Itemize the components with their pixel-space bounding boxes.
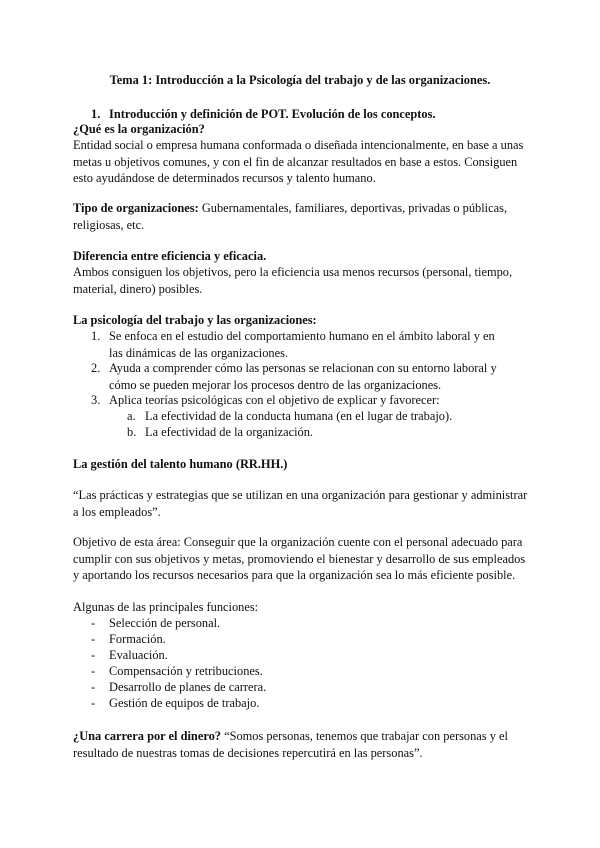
career-paragraph (73, 728, 533, 761)
section-heading: Introducción y definición de POT. Evolución de los conceptos. (109, 107, 436, 121)
function-item: Gestión de equipos de trabajo. (109, 696, 260, 710)
bullet-dash: - (91, 632, 96, 646)
organization-heading: ¿Qué es la organización? (73, 122, 205, 136)
document-title: Tema 1: Introducción a la Psicología del trabajo y de las organizaciones. (109, 73, 491, 87)
psychology-item: Se enfoca en el estudio del comportamiento humano en el ámbito laboral y en las dinámicas de las organizaciones. (109, 329, 495, 360)
psychology-subitem-letter: a. (127, 409, 136, 423)
bullet-dash: - (91, 680, 96, 694)
difference-body: Ambos consiguen los objetivos, pero la eficiencia usa menos recursos (personal, tiempo, material, dinero) posibles. (73, 265, 513, 296)
career-quote: “Somos personas, tenemos que trabajar con personas y el resultado de nuestras tomas de decisiones repercutirá en las personas”. (73, 729, 508, 760)
function-item: Compensación y retribuciones. (109, 664, 263, 678)
bullet-dash: - (91, 696, 96, 710)
talent-heading: La gestión del talento humano (RR.HH.) (73, 457, 288, 471)
bullet-dash: - (91, 648, 96, 662)
psychology-item-number: 1. (91, 329, 101, 343)
difference-heading: Diferencia entre eficiencia y eficacia. (73, 249, 267, 263)
organization-definition: Entidad social o empresa humana conformada o diseñada intencionalmente, en base a unas metas u objetivos comunes, y con el fin de alcanzar resultados en base a estos. Consiguen esto ayudándose de determinados recursos y talento humano. (73, 138, 524, 185)
section-number: 1. (91, 107, 101, 121)
psychology-subitem: La efectividad de la organización. (145, 425, 313, 439)
types-label: Tipo de organizaciones: (73, 201, 199, 215)
functions-intro: Algunas de las principales funciones: (73, 600, 259, 614)
types-text: Gubernamentales, familiares, deportivas, privadas o públicas, religiosas, etc. (73, 201, 508, 232)
bullet-dash: - (91, 664, 96, 678)
talent-quote: “Las prácticas y estrategias que se utilizan en una organización para gestionar y administrar a los empleados”. (73, 488, 528, 519)
psychology-item: Ayuda a comprender cómo las personas se relacionan con su entorno laboral y cómo se pueden mejorar los procesos dentro de las organizaciones. (109, 361, 497, 392)
psychology-subitem-letter: b. (127, 425, 137, 439)
talent-objective: Objetivo de esta área: Conseguir que la organización cuente con el personal adecuado para cumplir con sus objetivos y metas, promoviendo el bienestar y desarrollo de sus empleados y aportando los recursos necesarios para que la organización sea lo más eficiente posible. (73, 535, 526, 582)
function-item: Desarrollo de planes de carrera. (109, 680, 267, 694)
psychology-item-number: 2. (91, 361, 101, 375)
function-item: Selección de personal. (109, 616, 221, 630)
organization-types (73, 200, 513, 233)
bullet-dash: - (91, 616, 96, 630)
psychology-subitem: La efectividad de la conducta humana (en el lugar de trabajo). (145, 409, 453, 423)
career-question: ¿Una carrera por el dinero? (73, 729, 221, 743)
function-item: Formación. (109, 632, 166, 646)
psychology-item-number: 3. (91, 393, 101, 407)
psychology-heading: La psicología del trabajo y las organizaciones: (73, 313, 317, 327)
psychology-item: Aplica teorías psicológicas con el objetivo de explicar y favorecer: (109, 393, 440, 407)
function-item: Evaluación. (109, 648, 168, 662)
